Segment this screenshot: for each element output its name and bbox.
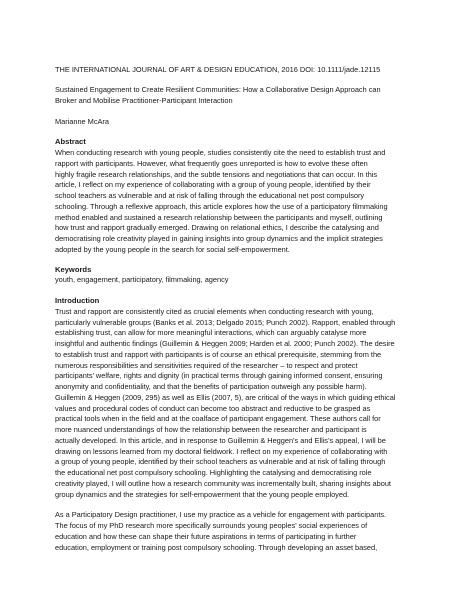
- intro-line: particularly vulnerable groups (Banks et al. 2013; Delgado 2015; Punch 2002). Rapport, enabled through: [55, 317, 396, 327]
- intro-line: the educational net post compulsory schooling. Highlighting the catalysing and democratising role: [55, 468, 372, 477]
- abstract-line: adopted by the young people in the search for social self-empowerment.: [55, 244, 290, 254]
- abstract-line: schooling. Through a reflexive approach, this article explores how the use of a participatory filmmaking: [55, 201, 388, 211]
- article-title: [55, 85, 419, 107]
- intro-line: Guillemin & Heggen (2009, 295) as well as Ellis (2007, 5), are critical of the ways in which guiding ethical: [55, 392, 396, 402]
- intro-line: actually developed. In this article, and in response to Guillemin & Heggen’s and Ellis’s appeal, I will be: [55, 435, 386, 445]
- intro-line: education, employment or training post compulsory schooling. Through developing an asset based,: [55, 542, 378, 552]
- intro-line: education and how these can shape their future aspirations in terms of participating in further: [55, 531, 357, 541]
- intro-line: Trust and rapport are consistently cited as crucial elements when conducting research with young,: [55, 306, 374, 316]
- introduction-heading: Introduction: [55, 296, 100, 305]
- journal-citation: THE INTERNATIONAL JOURNAL OF ART & DESIGN EDUCATION, 2016 DOI: 10.1111/jade.12115: [55, 65, 381, 74]
- intro-line: more nuanced understandings of how the relationship between the researcher and participant is: [55, 425, 367, 434]
- intro-paragraph-2: [55, 510, 419, 553]
- intro-line: group dynamics and the strategies for self-empowerment that the young people employed.: [55, 489, 350, 499]
- intro-line: The focus of my PhD research more specifically surrounds young peoples’ social experiences of: [55, 521, 368, 530]
- intro-line: anonymity and confidentiality, and that the benefits of participation outweigh any possible harm).: [55, 382, 367, 391]
- keywords-list: youth, engagement, participatory, filmmaking, agency: [55, 275, 229, 285]
- keywords-heading: Keywords: [55, 264, 92, 274]
- intro-line: a group of young people, identified by their school teachers as vulnerable and at risk of falling through: [55, 457, 386, 467]
- abstract-line: article, I reflect on my experience of collaborating with a group of young people, identified by their: [55, 180, 371, 190]
- abstract-line: school teachers as vulnerable and at risk of falling through the educational net post compulsory: [55, 191, 365, 200]
- intro-line: participants’ welfare, rights and dignity (in practical terms through gaining informed consent, ensuring: [55, 371, 383, 381]
- document-page: [55, 65, 419, 553]
- author-name: Marianne McAra: [55, 116, 109, 126]
- abstract-heading: Abstract: [55, 137, 86, 147]
- abstract-line: When conducting research with young people, studies consistently cite the need to establish trust and: [55, 148, 386, 157]
- abstract-line: rapport with participants. However, what frequently goes unreported is how to evolve these often: [55, 158, 368, 168]
- intro-line: insightful and authentic findings (Guillemin & Heggen 2009; Harden et al. 2000; Punch 2002). The desire: [55, 339, 395, 348]
- intro-line: As a Participatory Design practitioner, I use my practice as a vehicle for engagement with participants.: [55, 510, 387, 520]
- intro-line: establishing trust, can allow for more meaningful interactions, which can arguably catalyse more: [55, 328, 367, 338]
- intro-line: creativity played, I will outline how a research community was incrementally built, sharing insights about: [55, 478, 391, 488]
- abstract-line: highly fragile research relationships, and the subtle tensions and negotiations that can occur. In this: [55, 169, 378, 179]
- abstract-line: method enabled and sustained a research relationship between the participants and myself, outlining: [55, 212, 383, 222]
- keywords-section: [55, 265, 419, 287]
- introduction-section: [55, 296, 419, 553]
- abstract-line: how trust and rapport gradually emerged. Drawing on relational ethics, I describe the catalysing and: [55, 223, 379, 233]
- abstract-section: [55, 137, 419, 255]
- intro-line: practical tools when in the field and at the coalface of participant engagement. These authors call for: [55, 414, 381, 424]
- intro-line: drawing on lessons learned from my doctoral fieldwork. I reflect on my experience of collaborating with: [55, 446, 388, 456]
- intro-line: numerous responsibilities and sensitivities required of the researcher – to respect and protect: [55, 360, 358, 370]
- abstract-line: democratising role creativity played in gaining insights into group dynamics and the implicit strategies: [55, 234, 383, 243]
- title-line: Sustained Engagement to Create Resilient Communities: How a Collaborative Design Approach can: [55, 85, 381, 94]
- intro-line: values and procedural codes of conduct can become too abstract and reductive to be grasped as: [55, 403, 371, 413]
- title-line: Broker and Mobilise Practitioner-Participant Interaction: [55, 95, 233, 105]
- intro-line: to establish trust and rapport with participants is of course an ethical prerequisite, stemming from the: [55, 349, 382, 359]
